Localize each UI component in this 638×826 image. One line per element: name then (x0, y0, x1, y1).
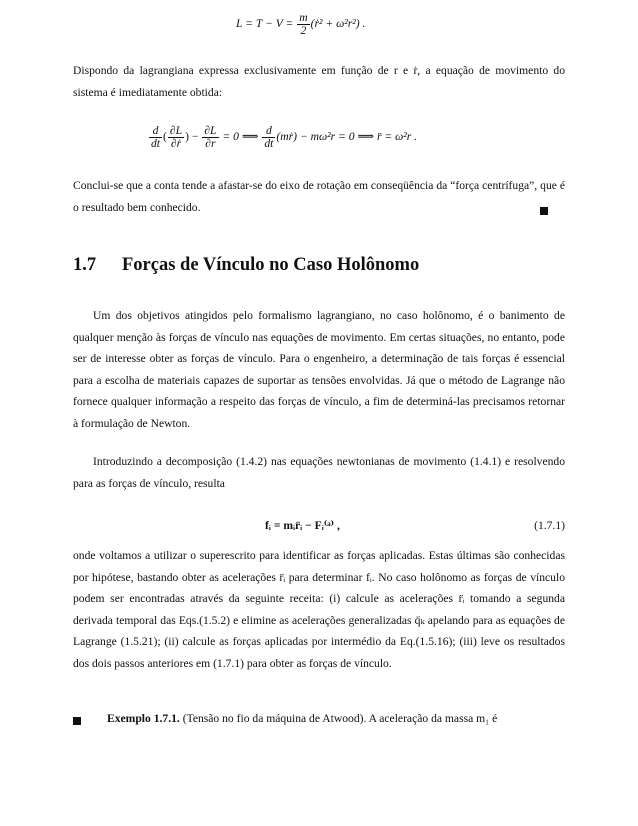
equation-lhs: L = T − V = (236, 17, 297, 31)
paragraph-5: onde voltamos a utilizar o superescrito para identificar as forças aplicadas. Estas últimas são conhecidas por hipótese, bastando obter as acelerações r̈ᵢ para determinar fᵢ. No caso holônomo as forças de vínculo podem ser encontradas através da seguinte receita: (i) calcule as acelerações r̈ᵢ tomando a segunda derivada temporal das Eqs.(1.5.2) e elimine as acelerações generalizadas q̈ₖ apelando para as equações de Lagrange (1.5.21); (ii) calcule as forças aplicadas por intermédio da Eq.(1.5.16); (iii) leve os resultados dos dois passos anteriores em (1.7.1) para obter as forças de vínculo. (73, 549, 565, 670)
paragraph-4: Introduzindo a decomposição (1.4.2) nas equações newtonianas de movimento (1.4.1) e resolvendo para as forças de vínculo, resulta (73, 455, 565, 490)
example-bullet (73, 717, 81, 725)
paragraph-1: Dispondo da lagrangiana expressa exclusivamente em função de r e ṙ, a equação de movimento do sistema é imediatamente obtida: (73, 64, 565, 99)
qed-square (540, 207, 548, 215)
paragraph-2: Conclui-se que a conta tende a afastar-se do eixo de rotação em conseqüência da “força centrífuga”, que é o resultado bem conhecido. (73, 179, 565, 214)
fraction: $\frac{m}{2}$ (299, 11, 308, 37)
example-text: (Tensão no fio da máquina de Atwood). A aceleração da massa m₁ é (182, 712, 498, 725)
constraint-force-equation: fᵢ = mᵢr̈ᵢ − Fᵢ⁽ᵃ⁾ , (265, 519, 340, 532)
paragraph-3: Um dos objetivos atingidos pelo formalismo lagrangiano, no caso holônomo, é o banimento de qualquer menção às forças de vínculo nas equações de movimento. Em certas situações, no entanto, pode ser de interesse obter as forças de vínculo. Para o engenheiro, a determinação de tais forças é essencial para a escolha de materiais capazes de suportar as tensões envolvidas. Já que o método de Lagrange não fornece qualquer informação a respeito das forças de vínculo, a fim de determiná-las precisamos retornar à formulação de Newton. (73, 309, 565, 430)
motion-equation: $\frac{d}{dt}$ ( $\frac{\partial L}{\text{∂ṙ}}$ ) − $\frac{\partial L}{\partial r}$ = 0 ⟹ $\frac{d}{dt}$ (mṙ) − mω²r = 0 ⟹ r̈ = ω²r . (151, 124, 418, 150)
equation-rhs: (ṙ² + ω²r²) . (310, 17, 366, 31)
example-label: Exemplo 1.7.1. (107, 712, 180, 725)
equation-number: (1.7.1) (534, 519, 565, 532)
section-title: Forças de Vínculo no Caso Holônomo (122, 255, 420, 275)
lagrangian-equation (236, 12, 365, 37)
section-number: 1.7 (73, 255, 97, 275)
example-line (107, 708, 567, 730)
